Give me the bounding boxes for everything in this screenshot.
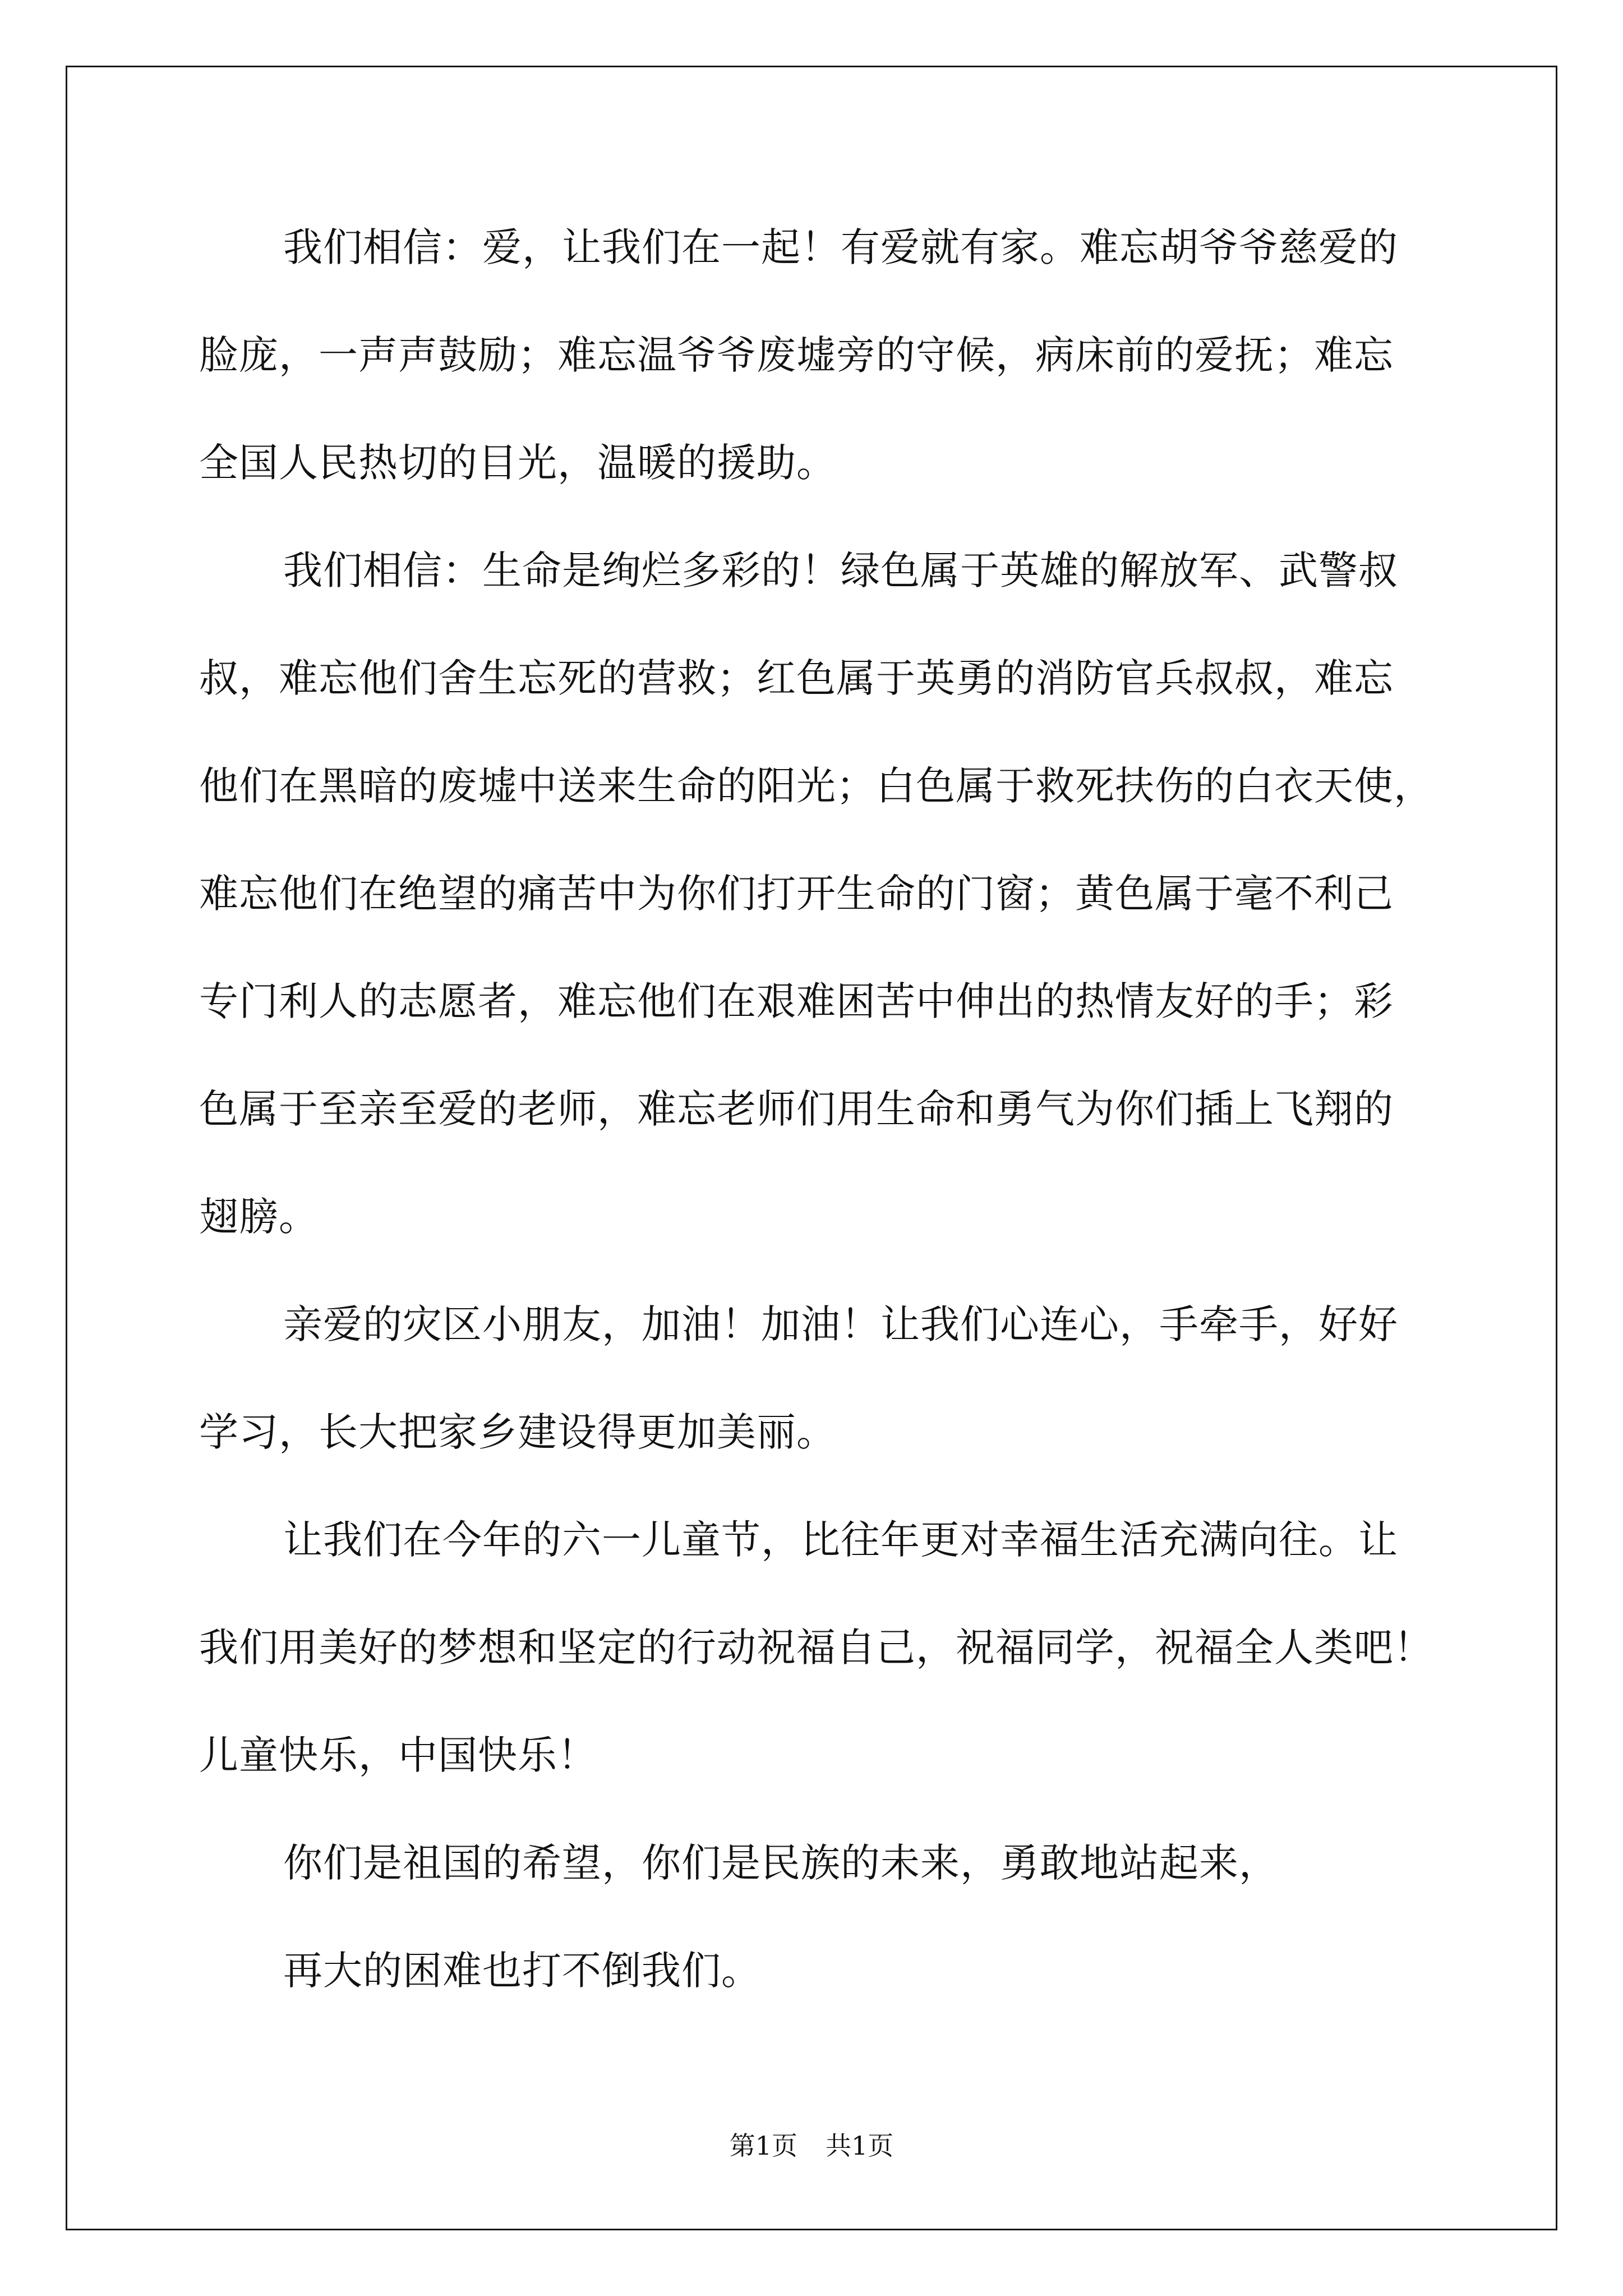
text-line: 我们相信：生命是绚烂多彩的！绿色属于英雄的解放军、武警叔 xyxy=(283,547,1398,593)
paragraph-1 xyxy=(199,194,1441,517)
paragraph-3 xyxy=(199,1271,1441,1486)
text-line: 色属于至亲至爱的老师，难忘老师们用生命和勇气为你们插上飞翔的 xyxy=(199,1086,1394,1132)
page-number-current: 第1页 xyxy=(729,2131,797,2161)
text-line: 叔，难忘他们舍生忘死的营救；红色属于英勇的消防官兵叔叔，难忘 xyxy=(199,655,1394,701)
text-line: 全国人民热切的目光，温暖的援助。 xyxy=(199,440,836,486)
text-line: 脸庞，一声声鼓励；难忘温爷爷废墟旁的守候，病床前的爱抚；难忘 xyxy=(199,332,1394,378)
text-line: 让我们在今年的六一儿童节，比往年更对幸福生活充满向往。让 xyxy=(283,1517,1398,1563)
paragraph-4 xyxy=(199,1486,1441,1809)
text-line: 我们用美好的梦想和坚定的行动祝福自己，祝福同学，祝福全人类吧！ xyxy=(199,1625,1433,1671)
text-line: 我们相信：爱，让我们在一起！有爱就有家。难忘胡爷爷慈爱的 xyxy=(283,224,1398,270)
text-line: 翅膀。 xyxy=(199,1194,319,1240)
paragraph-2 xyxy=(199,517,1441,1271)
text-line: 专门利人的志愿者，难忘他们在艰难困苦中伸出的热情友好的手；彩 xyxy=(199,978,1394,1024)
text-line: 他们在黑暗的废墟中送来生命的阳光；白色属于救死扶伤的白衣天使， xyxy=(199,763,1433,809)
text-line: 难忘他们在绝望的痛苦中为你们打开生命的门窗；黄色属于毫不利己 xyxy=(199,871,1394,917)
page-number-total: 共1页 xyxy=(826,2131,894,2161)
page-footer xyxy=(0,2129,1623,2162)
text-line: 亲爱的灾区小朋友，加油！加油！让我们心连心，手牵手，好好 xyxy=(283,1301,1398,1347)
paragraph-6 xyxy=(199,1917,1441,2024)
paragraph-5 xyxy=(199,1809,1441,1917)
text-line: 学习，长大把家乡建设得更加美丽。 xyxy=(199,1409,836,1455)
text-line: 你们是祖国的希望，你们是民族的未来，勇敢地站起来， xyxy=(283,1840,1279,1886)
text-line: 儿童快乐，中国快乐！ xyxy=(199,1732,597,1778)
text-line: 再大的困难也打不倒我们。 xyxy=(283,1948,761,1994)
